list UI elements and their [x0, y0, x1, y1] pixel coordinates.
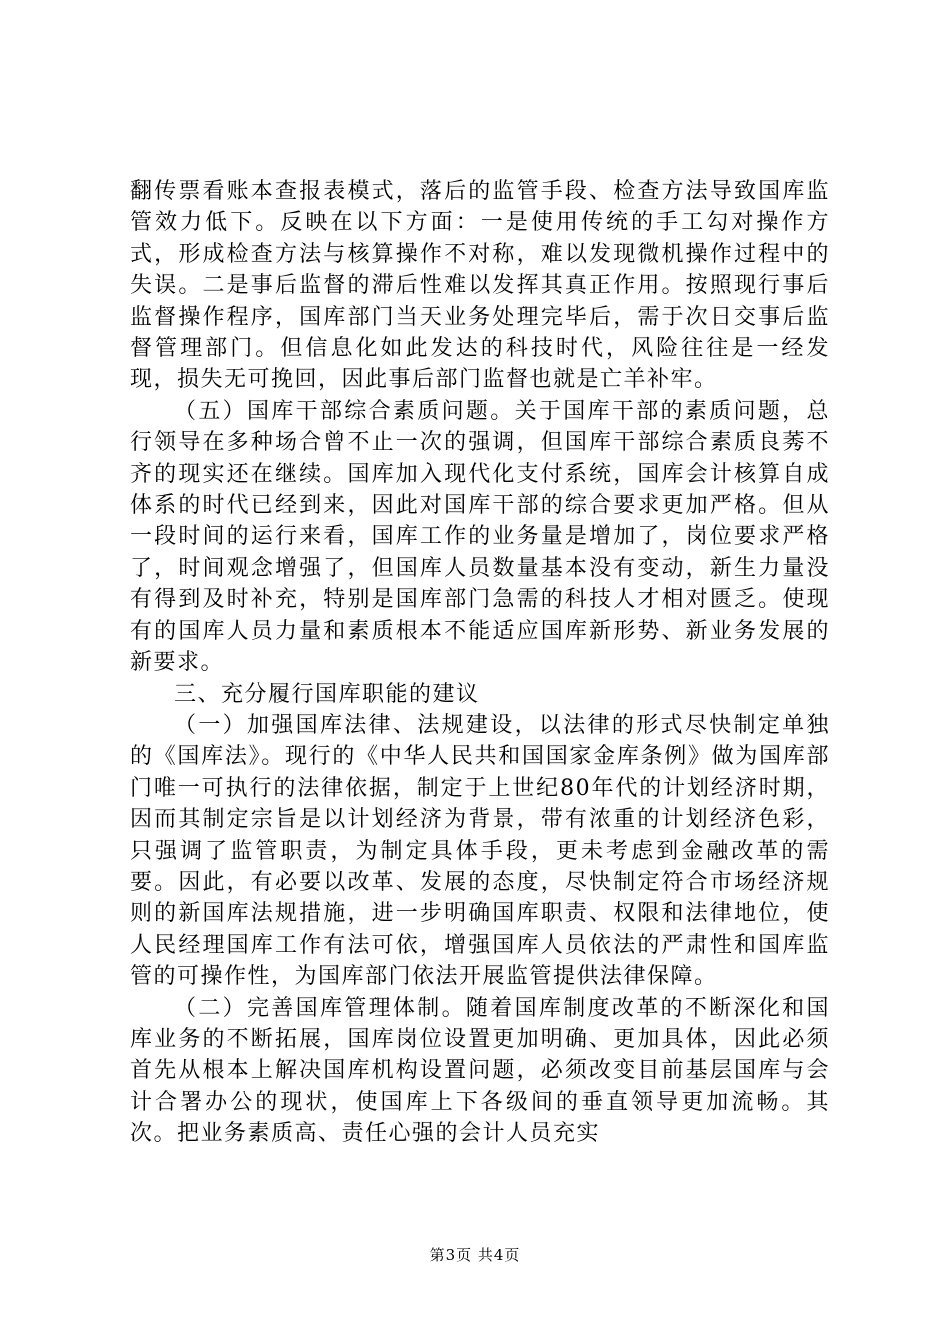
- paragraph-continuation: 翻传票看账本查报表模式，落后的监管手段、检查方法导致国库监管效力低下。反映在以下方面：一是使用传统的手工勾对操作方式，形成检查方法与核算操作不对称，难以发现微机操作过程中的失误。二是事后监督的滞后性难以发挥其真正作用。按照现行事后监督操作程序，国库部门当天业务处理完毕后，需于次日交事后监督管理部门。但信息化如此发达的科技时代，风险往往是一经发现，损失无可挽回，因此事后部门监督也就是亡羊补牢。: [130, 179, 830, 393]
- section-heading-suggestions: 三、充分履行国库职能的建议: [174, 681, 480, 707]
- page-footer: [0, 1244, 950, 1265]
- page-number-label: 第3页 共4页: [429, 1246, 521, 1264]
- paragraph-suggestion-one: （一）加强国库法律、法规建设，以法律的形式尽快制定单独的《国库法》。现行的《中华人民共和国国家金库条例》做为国库部门唯一可执行的法律依据，制定于上世纪80年代的计划经济时期，因而其制定宗旨是以计划经济为背景，带有浓重的计划经济色彩，只强调了监管职责，为制定具体手段，更未考虑到金融改革的需要。因此，有必要以改革、发展的态度，尽快制定符合市场经济规则的新国库法规措施，进一步明确国库职责、权限和法律地位，使人民经理国库工作有法可依，增强国库人员依法的严肃性和国库监管的可操作性，为国库部门依法开展监管提供法律保障。: [130, 712, 830, 990]
- paragraph-section-five: （五）国库干部综合素质问题。关于国库干部的素质问题，总行领导在多种场合曾不止一次的强调，但国库干部综合素质良莠不齐的现实还在继续。国库加入现代化支付系统，国库会计核算自成体系的时代已经到来，因此对国库干部的综合要求更加严格。但从一段时间的运行来看，国库工作的业务量是增加了，岗位要求严格了，时间观念增强了，但国库人员数量基本没有变动，新生力量没有得到及时补充，特别是国库部门急需的科技人才相对匮乏。使现有的国库人员力量和素质根本不能适应国库新形势、新业务发展的新要求。: [130, 398, 830, 676]
- document-body: [130, 176, 830, 1150]
- paragraph-suggestion-two: （二）完善国库管理体制。随着国库制度改革的不断深化和国库业务的不断拓展，国库岗位设置更加明确、更加具体，因此必须首先从根本上解决国库机构设置问题，必须改变目前基层国库与会计合署办公的现状，使国库上下各级间的垂直领导更加流畅。其次。把业务素质高、责任心强的会计人员充实: [130, 995, 830, 1147]
